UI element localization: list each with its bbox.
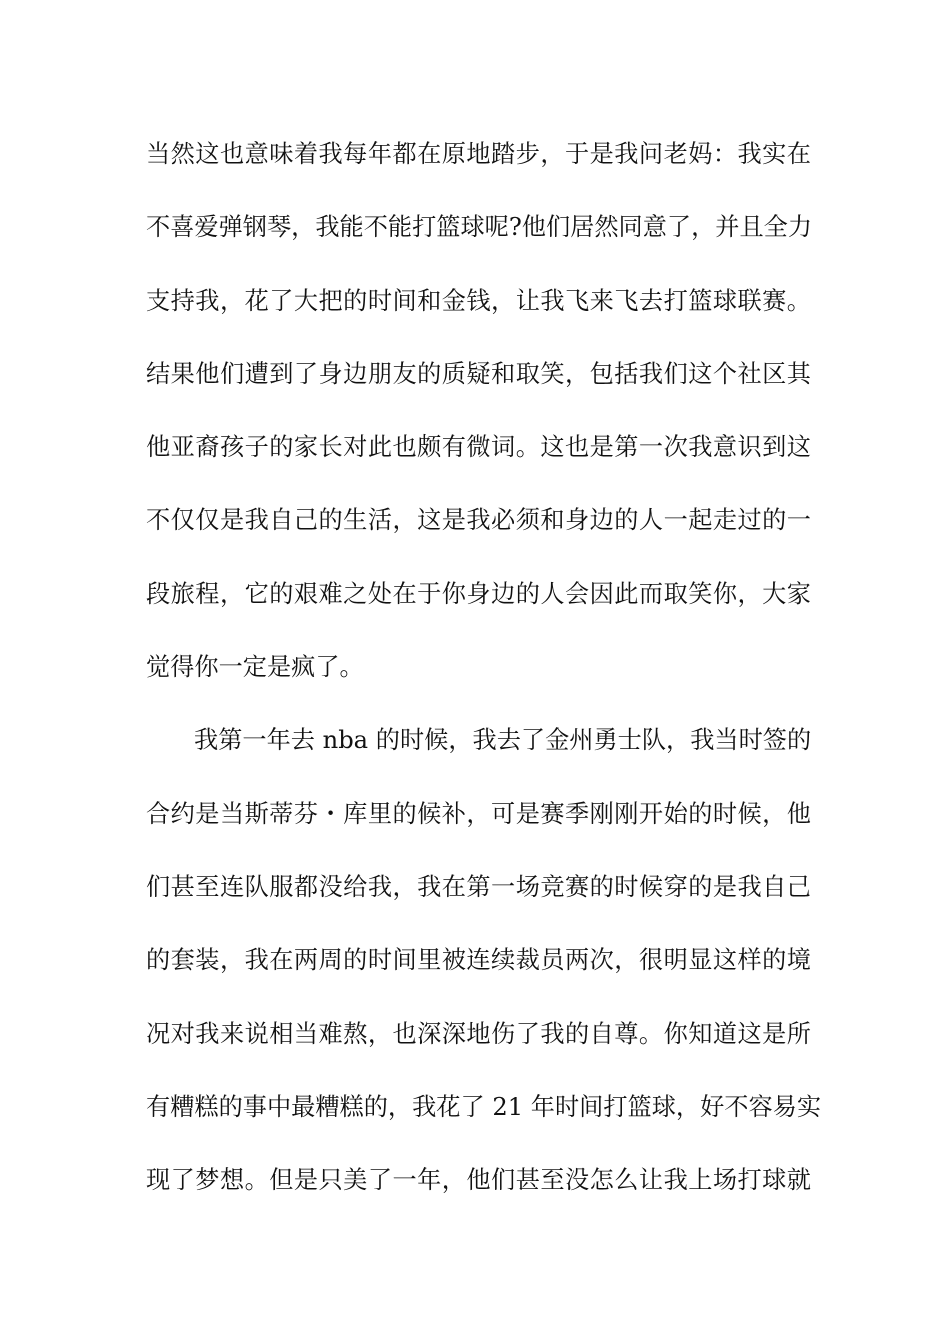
text-line: 不仅仅是我自己的生活，这是我必须和身边的人一起走过的一 [146, 506, 811, 535]
text-line: 我第一年去 nba 的时候，我去了金州勇士队，我当时签的 [194, 726, 812, 755]
text-line: 当然这也意味着我每年都在原地踏步，于是我问老妈：我实在 [146, 140, 811, 168]
text-line: 有糟糕的事中最糟糕的，我花了 21 年时间打篮球，好不容易实 [146, 1092, 822, 1121]
text-line: 的套装，我在两周的时间里被连续裁员两次，很明显这样的境 [146, 946, 811, 975]
text-line: 现了梦想。但是只美了一年，他们甚至没怎么让我上场打球就 [146, 1166, 811, 1195]
body-text [146, 130, 822, 1229]
paragraph-1 [146, 130, 811, 716]
paragraph-2 [146, 716, 822, 1229]
text-line: 觉得你一定是疯了。 [146, 653, 364, 682]
text-line: 段旅程，它的艰难之处在于你身边的人会因此而取笑你，大家 [146, 579, 811, 608]
text-line: 们甚至连队服都没给我，我在第一场竞赛的时候穿的是我自己 [146, 872, 811, 901]
text-line: 支持我，花了大把的时间和金钱，让我飞来飞去打篮球联赛。 [146, 286, 811, 315]
text-line: 他亚裔孩子的家长对此也颇有微词。这也是第一次我意识到这 [146, 433, 811, 462]
text-line: 结果他们遭到了身边朋友的质疑和取笑，包括我们这个社区其 [146, 359, 811, 388]
text-line: 不喜爱弹钢琴，我能不能打篮球呢?他们居然同意了，并且全力 [146, 213, 813, 242]
text-line: 合约是当斯蒂芬・库里的候补，可是赛季刚刚开始的时候，他 [146, 799, 811, 828]
text-line: 况对我来说相当难熬，也深深地伤了我的自尊。你知道这是所 [146, 1019, 811, 1048]
